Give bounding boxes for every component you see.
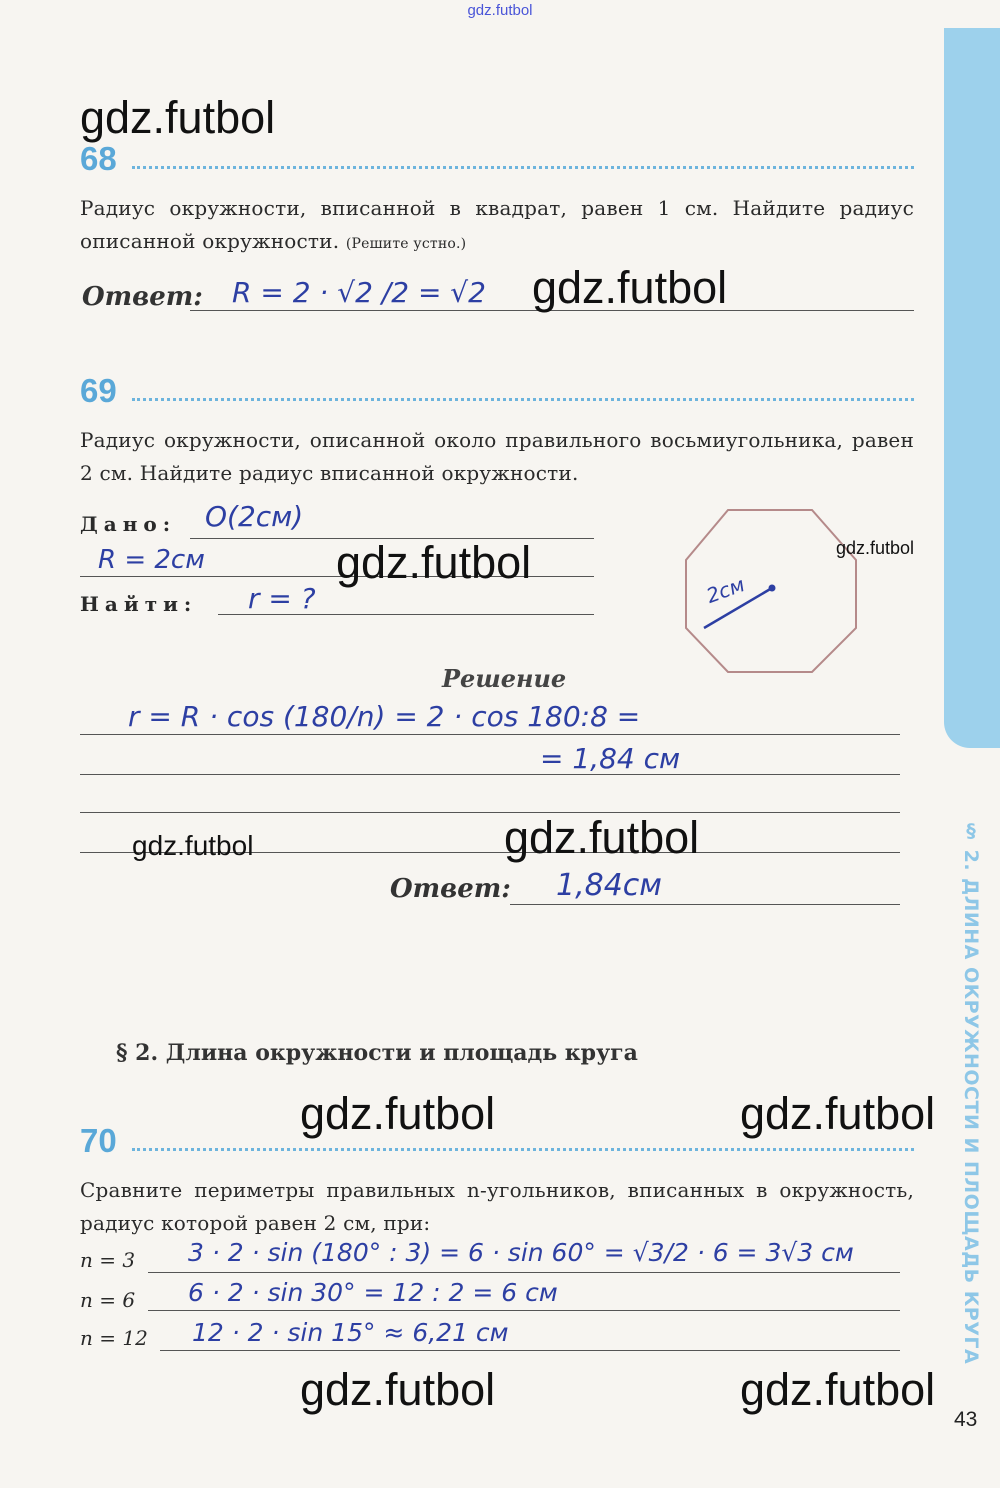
page-number: 43 xyxy=(954,1408,978,1431)
task-68-answer: R = 2 · √2 /2 = √2 xyxy=(232,276,486,309)
answer-line xyxy=(510,904,900,905)
watermark: gdz.futbol xyxy=(836,538,915,558)
watermark: gdz.futbol xyxy=(504,812,700,863)
given-value-2: R = 2см xyxy=(98,545,205,575)
task-70-number: 70 xyxy=(80,1122,117,1159)
solution-step-1: r = R · cos (180/n) = 2 · cos 180:8 = xyxy=(128,700,641,733)
n6-answer: 6 · 2 · sin 30° = 12 : 2 = 6 см xyxy=(188,1278,558,1307)
watermark: gdz.futbol xyxy=(740,1088,936,1139)
section-title: § 2. Длина окружности и площадь круга xyxy=(116,1040,638,1066)
given-value-1: O(2см) xyxy=(205,500,304,533)
dotted-rule xyxy=(132,166,914,169)
solution-line xyxy=(80,812,900,813)
chapter-tab xyxy=(944,28,1000,748)
watermark: gdz.futbol xyxy=(740,1364,936,1415)
figure-radius-label: 2см xyxy=(703,572,748,608)
find-value: r = ? xyxy=(248,582,316,615)
solution-line xyxy=(80,774,900,775)
task-69-text: Радиус окружности, описанной около правильного восьмиугольника, равен 2 см. Найдите радиус вписанной окружности. xyxy=(80,428,914,485)
top-watermark: gdz.futbol xyxy=(467,2,533,19)
watermark: gdz.futbol xyxy=(336,537,532,588)
watermark: gdz.futbol xyxy=(532,262,728,313)
task-69-answer-label: Ответ: xyxy=(390,874,511,904)
task-68-statement: Радиус окружности, вписанной в квадрат, равен 1 см. Найдите радиус описанной окружности. xyxy=(80,196,914,253)
watermark: gdz.futbol xyxy=(300,1088,496,1139)
watermark: gdz.futbol xyxy=(300,1364,496,1415)
n3-label: n = 3 xyxy=(80,1248,136,1272)
watermark: gdz.futbol xyxy=(80,92,276,143)
n12-answer: 12 · 2 · sin 15° ≈ 6,21 см xyxy=(192,1318,509,1347)
answer-line xyxy=(148,1272,900,1273)
task-68-answer-label: Ответ: xyxy=(82,282,203,312)
watermark: gdz.futbol xyxy=(132,830,254,861)
solution-line xyxy=(80,734,900,735)
answer-line xyxy=(148,1310,900,1311)
n3-answer: 3 · 2 · sin (180° : 3) = 6 · sin 60° = √3/2 · 6 = 3√3 см xyxy=(188,1238,854,1267)
n6-label: n = 6 xyxy=(80,1288,136,1312)
find-label: Найти: xyxy=(80,592,198,616)
dotted-rule xyxy=(132,1148,914,1151)
sidebar-section-title: § 2. ДЛИНА ОКРУЖНОСТИ И ПЛОЩАДЬ КРУГА xyxy=(960,820,982,1365)
task-69-answer: 1,84см xyxy=(556,868,662,903)
n12-label: n = 12 xyxy=(80,1326,148,1350)
answer-line xyxy=(160,1350,900,1351)
task-69-number: 69 xyxy=(80,372,117,409)
dotted-rule xyxy=(132,398,914,401)
given-label: Дано: xyxy=(80,512,177,536)
task-68-note: (Решите устно.) xyxy=(345,236,467,252)
task-68-number: 68 xyxy=(80,140,117,177)
solution-step-2: = 1,84 см xyxy=(540,742,681,775)
task-68-text xyxy=(80,192,914,261)
solution-title: Решение xyxy=(442,664,567,693)
task-70-text: Сравните периметры правильных n-угольников, вписанных в окружность, радиус которой равен 2 см, при: xyxy=(80,1178,914,1235)
